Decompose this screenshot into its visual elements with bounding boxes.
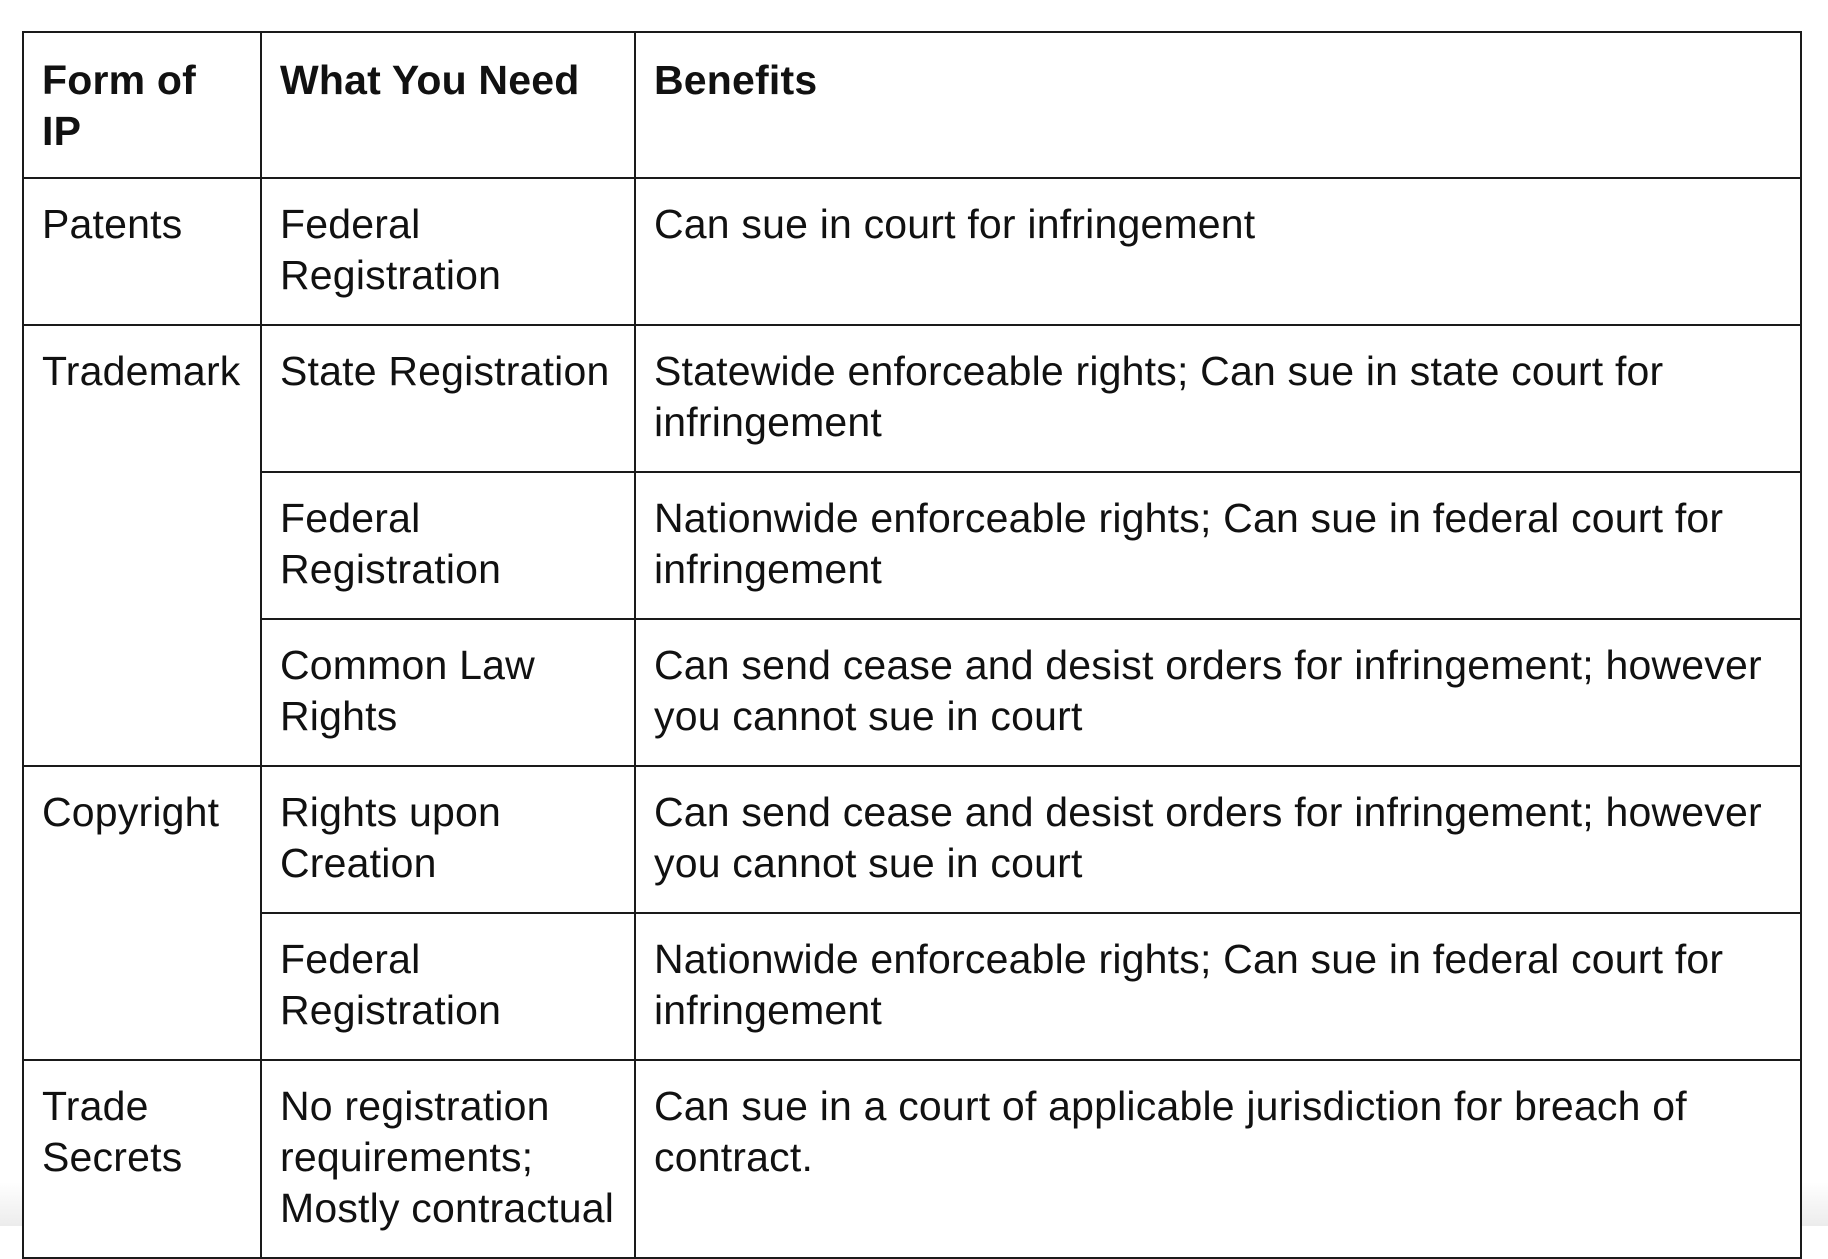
need-cell: Rights upon Creation <box>261 766 635 913</box>
need-cell: State Registration <box>261 325 635 472</box>
benefits-cell: Nationwide enforceable rights; Can sue in federal court for infringement <box>635 913 1801 1060</box>
need-cell: Common Law Rights <box>261 619 635 766</box>
need-cell: Federal Registration <box>261 913 635 1060</box>
ip-comparison-table <box>22 31 1802 1259</box>
need-cell: No registration requirements; Mostly contractual <box>261 1060 635 1258</box>
header-row <box>23 32 1801 178</box>
need-cell: Federal Registration <box>261 178 635 325</box>
benefits-cell: Statewide enforceable rights; Can sue in state court for infringement <box>635 325 1801 472</box>
form-cell-copyright: Copyright <box>23 766 261 1060</box>
benefits-cell: Can send cease and desist orders for infringement; however you cannot sue in court <box>635 766 1801 913</box>
header-form-of-ip: Form of IP <box>23 32 261 178</box>
table-row <box>23 1060 1801 1258</box>
table-row <box>23 325 1801 472</box>
table-row <box>23 766 1801 913</box>
form-cell-patents: Patents <box>23 178 261 325</box>
table-row <box>23 178 1801 325</box>
table-row <box>23 619 1801 766</box>
header-what-you-need: What You Need <box>261 32 635 178</box>
header-benefits: Benefits <box>635 32 1801 178</box>
benefits-cell: Can sue in a court of applicable jurisdiction for breach of contract. <box>635 1060 1801 1258</box>
benefits-cell: Nationwide enforceable rights; Can sue in federal court for infringement <box>635 472 1801 619</box>
need-cell: Federal Registration <box>261 472 635 619</box>
form-cell-trade-secrets: Trade Secrets <box>23 1060 261 1258</box>
form-cell-trademark: Trademark <box>23 325 261 766</box>
table-row <box>23 913 1801 1060</box>
benefits-cell: Can send cease and desist orders for infringement; however you cannot sue in court <box>635 619 1801 766</box>
benefits-cell: Can sue in court for infringement <box>635 178 1801 325</box>
table-row <box>23 472 1801 619</box>
